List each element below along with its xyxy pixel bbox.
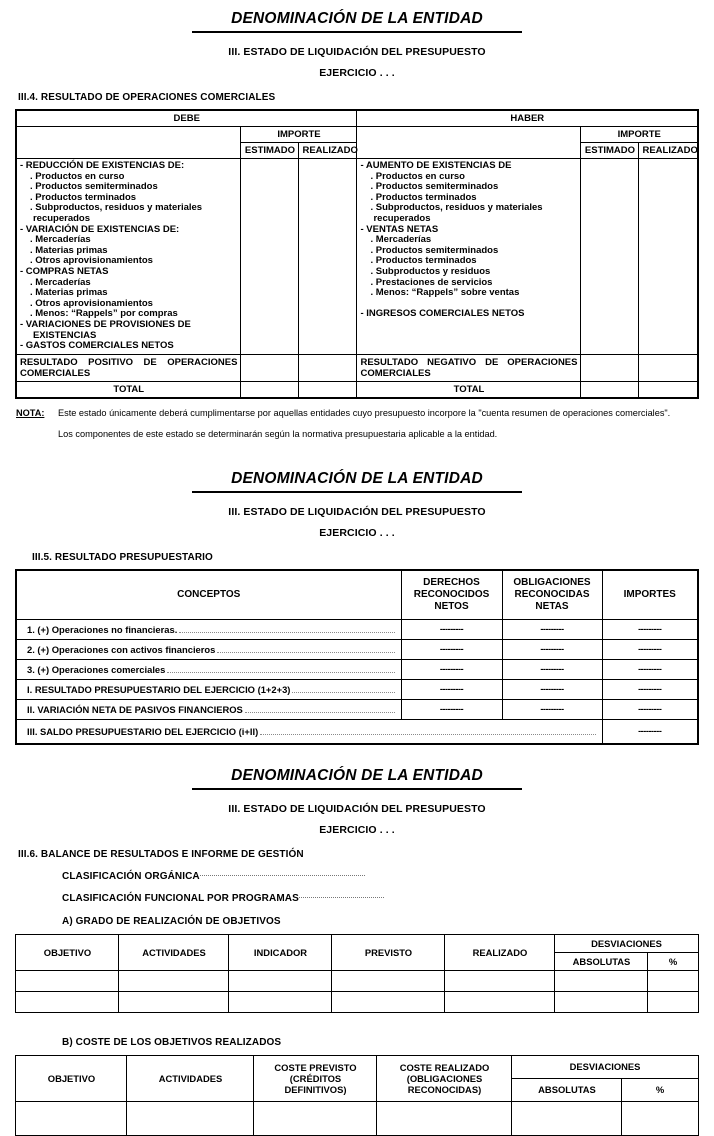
header-importe-haber: IMPORTE bbox=[581, 127, 698, 143]
grado-realizacion-empty-row bbox=[16, 991, 698, 1012]
resultado-positivo-estimado[interactable] bbox=[241, 354, 299, 381]
leader-dots bbox=[292, 685, 394, 693]
table-row-saldo bbox=[16, 719, 698, 744]
clasificacion-funcional-row bbox=[62, 893, 714, 904]
importes-value[interactable]: --------- bbox=[602, 699, 698, 719]
haber-item: - INGRESOS COMERCIALES NETOS bbox=[360, 308, 525, 320]
debe-item: . Mercaderías bbox=[29, 234, 91, 246]
leader-dots bbox=[167, 665, 394, 673]
debe-item: - VARIACIÓN DE EXISTENCIAS DE: bbox=[19, 223, 180, 235]
debe-item: . Productos en curso bbox=[29, 170, 125, 182]
debe-item: . Materias primas bbox=[29, 287, 108, 299]
document-subtitle-3: III. ESTADO DE LIQUIDACIÓN DEL PRESUPUESTO bbox=[228, 802, 486, 815]
data-cell[interactable] bbox=[332, 991, 445, 1012]
haber-item: . Menos: “Rappels” sobre ventas bbox=[370, 287, 520, 299]
debe-item: recuperados bbox=[32, 212, 90, 224]
nota-paragraph-1: Este estado únicamente deberá cumplimentarse por aquellas entidades cuyo presupuesto incorpore la "cuenta resumen de operaciones comerciales". bbox=[58, 407, 671, 418]
table-row-side-headers bbox=[16, 110, 698, 127]
header-realizado-haber: REALIZADO bbox=[639, 143, 698, 159]
data-cell[interactable] bbox=[648, 991, 698, 1012]
table-spacer-a bbox=[0, 1013, 714, 1025]
total-label-debe: TOTAL bbox=[16, 381, 241, 398]
clasificacion-organica-row bbox=[62, 871, 714, 882]
importes-value[interactable]: --------- bbox=[602, 679, 698, 699]
group-header-desviaciones: DESVIACIONES bbox=[512, 1055, 698, 1078]
entity-title-container-3 bbox=[0, 757, 714, 790]
data-cell[interactable] bbox=[445, 991, 555, 1012]
haber-item: . Mercaderías bbox=[370, 234, 432, 246]
debe-item: - REDUCCIÓN DE EXISTENCIAS DE: bbox=[19, 160, 185, 171]
debe-realizado-cell[interactable] bbox=[299, 159, 357, 355]
header-haber: HABER bbox=[357, 110, 698, 127]
sub-column-header: % bbox=[648, 952, 698, 970]
data-cell[interactable] bbox=[254, 1101, 377, 1135]
column-header: OBJETIVO bbox=[16, 1055, 127, 1101]
document-subtitle: III. ESTADO DE LIQUIDACIÓN DEL PRESUPUESTO bbox=[228, 46, 486, 58]
haber-item: . Prestaciones de servicios bbox=[370, 276, 493, 288]
haber-item: . Subproductos y residuos bbox=[370, 265, 491, 277]
concept-label bbox=[16, 659, 401, 679]
table-grado-realizacion-objetivos bbox=[15, 934, 698, 1013]
data-cell[interactable] bbox=[332, 970, 445, 991]
column-header: COSTE PREVISTO (CRÉDITOS DEFINITIVOS) bbox=[254, 1055, 377, 1101]
concept-label bbox=[16, 619, 401, 639]
obligaciones-value[interactable]: --------- bbox=[502, 699, 602, 719]
column-header: ACTIVIDADES bbox=[119, 934, 229, 970]
concept-label bbox=[16, 699, 401, 719]
table-coste-objetivos-realizados bbox=[15, 1055, 698, 1136]
total-label-haber: TOTAL bbox=[357, 381, 581, 398]
sub-column-header: ABSOLUTAS bbox=[512, 1078, 622, 1101]
importes-value[interactable]: --------- bbox=[602, 659, 698, 679]
debe-item: . Mercaderías bbox=[29, 276, 91, 288]
data-cell[interactable] bbox=[127, 1101, 254, 1135]
derechos-value[interactable]: --------- bbox=[401, 659, 502, 679]
header-debe: DEBE bbox=[16, 110, 357, 127]
resultado-negativo-estimado[interactable] bbox=[581, 354, 639, 381]
header-conceptos: CONCEPTOS bbox=[16, 570, 401, 620]
derechos-value[interactable]: --------- bbox=[401, 679, 502, 699]
sub-column-header: % bbox=[622, 1078, 698, 1101]
resultado-negativo-line1: RESULTADO NEGATIVO DE OPERACIONES bbox=[360, 356, 578, 368]
table-row-resultado bbox=[16, 354, 698, 381]
data-cell[interactable] bbox=[119, 970, 229, 991]
debe-item: . Otros aprovisionamientos bbox=[29, 255, 153, 267]
data-cell[interactable] bbox=[16, 991, 119, 1012]
debe-estimado-cell[interactable] bbox=[241, 159, 299, 355]
table-row bbox=[16, 619, 698, 639]
data-cell[interactable] bbox=[119, 991, 229, 1012]
data-cell[interactable] bbox=[512, 1101, 622, 1135]
clasificacion-funcional-dots bbox=[299, 897, 384, 898]
concept-label bbox=[16, 679, 401, 699]
resultado-positivo-line2: COMERCIALES bbox=[19, 367, 91, 379]
haber-item-list bbox=[357, 159, 581, 355]
total-haber-realizado[interactable] bbox=[639, 381, 698, 398]
table-row-concept-lists bbox=[16, 159, 698, 355]
clasificacion-organica-dots bbox=[200, 875, 365, 876]
concept-text: 2. (+) Operaciones con activos financieros bbox=[27, 643, 216, 655]
data-cell[interactable] bbox=[377, 1101, 512, 1135]
section-iii-6 bbox=[0, 757, 714, 1136]
concept-text: 3. (+) Operaciones comerciales bbox=[27, 663, 166, 675]
clasificacion-organica-label: CLASIFICACIÓN ORGÁNICA bbox=[62, 870, 200, 882]
section-iii-5 bbox=[0, 460, 714, 745]
data-cell[interactable] bbox=[555, 970, 648, 991]
resultado-positivo-label bbox=[16, 354, 241, 381]
total-debe-estimado[interactable] bbox=[241, 381, 299, 398]
table-row bbox=[16, 639, 698, 659]
section-iii-4 bbox=[0, 0, 714, 440]
entity-title-container-2 bbox=[0, 460, 714, 493]
concept-text: I. RESULTADO PRESUPUESTARIO DEL EJERCICIO (1+2+3) bbox=[27, 683, 291, 695]
data-cell[interactable] bbox=[16, 970, 119, 991]
leader-dots bbox=[179, 625, 394, 633]
concept-text: 1. (+) Operaciones no financieras. bbox=[27, 623, 178, 635]
page-title-2: DENOMINACIÓN DE LA ENTIDAD bbox=[192, 470, 522, 493]
nota-paragraph-2: Los componentes de este estado se determinarán según la normativa presupuestaria aplicable a la entidad. bbox=[58, 428, 498, 439]
haber-item: . Productos terminados bbox=[370, 191, 477, 203]
data-cell[interactable] bbox=[229, 991, 332, 1012]
table-row bbox=[16, 679, 698, 699]
section-spacer-2 bbox=[0, 745, 714, 757]
column-header: PREVISTO bbox=[332, 934, 445, 970]
concept-label bbox=[16, 639, 401, 659]
subsection-b-label: B) COSTE DE LOS OBJETIVOS REALIZADOS bbox=[62, 1036, 282, 1048]
debe-item: . Subproductos, residuos y materiales bbox=[29, 202, 203, 214]
table-row-importe-headers bbox=[16, 127, 698, 143]
haber-item: . Productos en curso bbox=[370, 170, 465, 182]
haber-item: . Productos terminados bbox=[370, 255, 477, 267]
haber-item: . Productos semiterminados bbox=[370, 244, 499, 256]
debe-item: . Productos semiterminados bbox=[29, 181, 158, 193]
resultado-negativo-realizado[interactable] bbox=[639, 354, 698, 381]
column-header: INDICADOR bbox=[229, 934, 332, 970]
table-row-header bbox=[16, 934, 698, 952]
table-resultado-presupuestario bbox=[15, 569, 699, 745]
nota-block bbox=[16, 407, 698, 419]
debe-item-list bbox=[16, 159, 241, 355]
section-label-iii-6: III.6. BALANCE DE RESULTADOS E INFORME DE GESTIÓN bbox=[18, 848, 304, 860]
column-header: REALIZADO bbox=[445, 934, 555, 970]
data-cell[interactable] bbox=[229, 970, 332, 991]
data-cell[interactable] bbox=[622, 1101, 698, 1135]
resultado-negativo-line2: COMERCIALES bbox=[360, 367, 431, 379]
column-header: ACTIVIDADES bbox=[127, 1055, 254, 1101]
header-estimado-haber: ESTIMADO bbox=[581, 143, 639, 159]
table-row bbox=[16, 699, 698, 719]
subsection-a-label: A) GRADO DE REALIZACIÓN DE OBJETIVOS bbox=[62, 915, 281, 927]
column-header: COSTE REALIZADO (OBLIGACIONES RECONOCIDAS) bbox=[377, 1055, 512, 1101]
haber-item: . Productos semiterminados bbox=[370, 181, 499, 193]
header-obligaciones-reconocidas-netas: OBLIGACIONES RECONOCIDAS NETAS bbox=[502, 570, 602, 620]
debe-item: - GASTOS COMERCIALES NETOS bbox=[19, 340, 174, 352]
ejercicio-label-2: EJERCICIO . . . bbox=[319, 526, 395, 539]
debe-item: - VARIACIONES DE PROVISIONES DE bbox=[19, 318, 191, 330]
table-row-total bbox=[16, 381, 698, 398]
haber-item: . Subproductos, residuos y materiales bbox=[370, 202, 543, 214]
total-haber-estimado[interactable] bbox=[581, 381, 639, 398]
page-title-3: DENOMINACIÓN DE LA ENTIDAD bbox=[192, 767, 522, 790]
derechos-value[interactable]: --------- bbox=[401, 619, 502, 639]
header-estimado-debe: ESTIMADO bbox=[241, 143, 299, 159]
clasificacion-funcional-label: CLASIFICACIÓN FUNCIONAL POR PROGRAMAS bbox=[62, 892, 299, 904]
section-label-iii-4: III.4. RESULTADO DE OPERACIONES COMERCIALES bbox=[18, 92, 276, 103]
document-subtitle-2: III. ESTADO DE LIQUIDACIÓN DEL PRESUPUESTO bbox=[228, 505, 486, 518]
haber-item: - VENTAS NETAS bbox=[360, 223, 439, 235]
ejercicio-label-3: EJERCICIO . . . bbox=[319, 823, 395, 836]
obligaciones-value[interactable]: --------- bbox=[502, 619, 602, 639]
spacer-debe bbox=[16, 127, 241, 159]
importes-value[interactable]: --------- bbox=[602, 619, 698, 639]
column-header: OBJETIVO bbox=[16, 934, 119, 970]
saldo-label bbox=[16, 719, 602, 744]
coste-objetivos-empty-row bbox=[16, 1101, 698, 1135]
leader-dots bbox=[245, 705, 395, 713]
data-cell[interactable] bbox=[16, 1101, 127, 1135]
debe-item: EXISTENCIAS bbox=[32, 329, 97, 341]
spacer-haber bbox=[357, 127, 581, 159]
sub-column-header: ABSOLUTAS bbox=[555, 952, 648, 970]
header-realizado-debe: REALIZADO bbox=[299, 143, 357, 159]
section-spacer-1 bbox=[0, 440, 714, 460]
group-header-desviaciones: DESVIACIONES bbox=[555, 934, 698, 952]
data-cell[interactable] bbox=[445, 970, 555, 991]
obligaciones-value[interactable]: --------- bbox=[502, 659, 602, 679]
data-cell[interactable] bbox=[648, 970, 698, 991]
table-row-header bbox=[16, 1055, 698, 1078]
resultado-positivo-realizado[interactable] bbox=[299, 354, 357, 381]
grado-realizacion-empty-row bbox=[16, 970, 698, 991]
saldo-importes-value[interactable]: --------- bbox=[602, 719, 698, 744]
obligaciones-value[interactable]: --------- bbox=[502, 679, 602, 699]
obligaciones-value[interactable]: --------- bbox=[502, 639, 602, 659]
debe-item: . Materias primas bbox=[29, 244, 108, 256]
data-cell[interactable] bbox=[555, 991, 648, 1012]
table-row bbox=[16, 659, 698, 679]
debe-item: - COMPRAS NETAS bbox=[19, 265, 109, 277]
concept-text: II. VARIACIÓN NETA DE PASIVOS FINANCIEROS bbox=[27, 703, 243, 715]
entity-title-container bbox=[0, 0, 714, 33]
leader-dots bbox=[217, 645, 394, 653]
haber-realizado-cell[interactable] bbox=[639, 159, 698, 355]
haber-estimado-cell[interactable] bbox=[581, 159, 639, 355]
header-importe-debe: IMPORTE bbox=[241, 127, 357, 143]
ejercicio-label: EJERCICIO . . . bbox=[319, 67, 395, 79]
header-derechos-reconocidos-netos: DERECHOS RECONOCIDOS NETOS bbox=[401, 570, 502, 620]
debe-item: . Menos: “Rappels” por compras bbox=[29, 308, 178, 320]
section-label-iii-5: III.5. RESULTADO PRESUPUESTARIO bbox=[32, 551, 213, 563]
resultado-positivo-line1: RESULTADO POSITIVO DE OPERACIONES bbox=[19, 356, 238, 368]
page-title: DENOMINACIÓN DE LA ENTIDAD bbox=[192, 10, 522, 33]
derechos-value[interactable]: --------- bbox=[401, 639, 502, 659]
table-row-header bbox=[16, 570, 698, 620]
debe-item: . Productos terminados bbox=[29, 191, 137, 203]
nota-label: NOTA: bbox=[16, 407, 45, 418]
table-resultado-operaciones-comerciales bbox=[15, 109, 699, 399]
total-debe-realizado[interactable] bbox=[299, 381, 357, 398]
saldo-text: III. SALDO PRESUPUESTARIO DEL EJERCICIO (i+II) bbox=[27, 725, 259, 737]
haber-item: - AUMENTO DE EXISTENCIAS DE bbox=[360, 160, 512, 171]
derechos-value[interactable]: --------- bbox=[401, 699, 502, 719]
importes-value[interactable]: --------- bbox=[602, 639, 698, 659]
resultado-negativo-label bbox=[357, 354, 581, 381]
header-importes: IMPORTES bbox=[602, 570, 698, 620]
haber-item: recuperados bbox=[373, 212, 431, 224]
debe-item: . Otros aprovisionamientos bbox=[29, 297, 153, 309]
leader-dots bbox=[260, 727, 595, 735]
